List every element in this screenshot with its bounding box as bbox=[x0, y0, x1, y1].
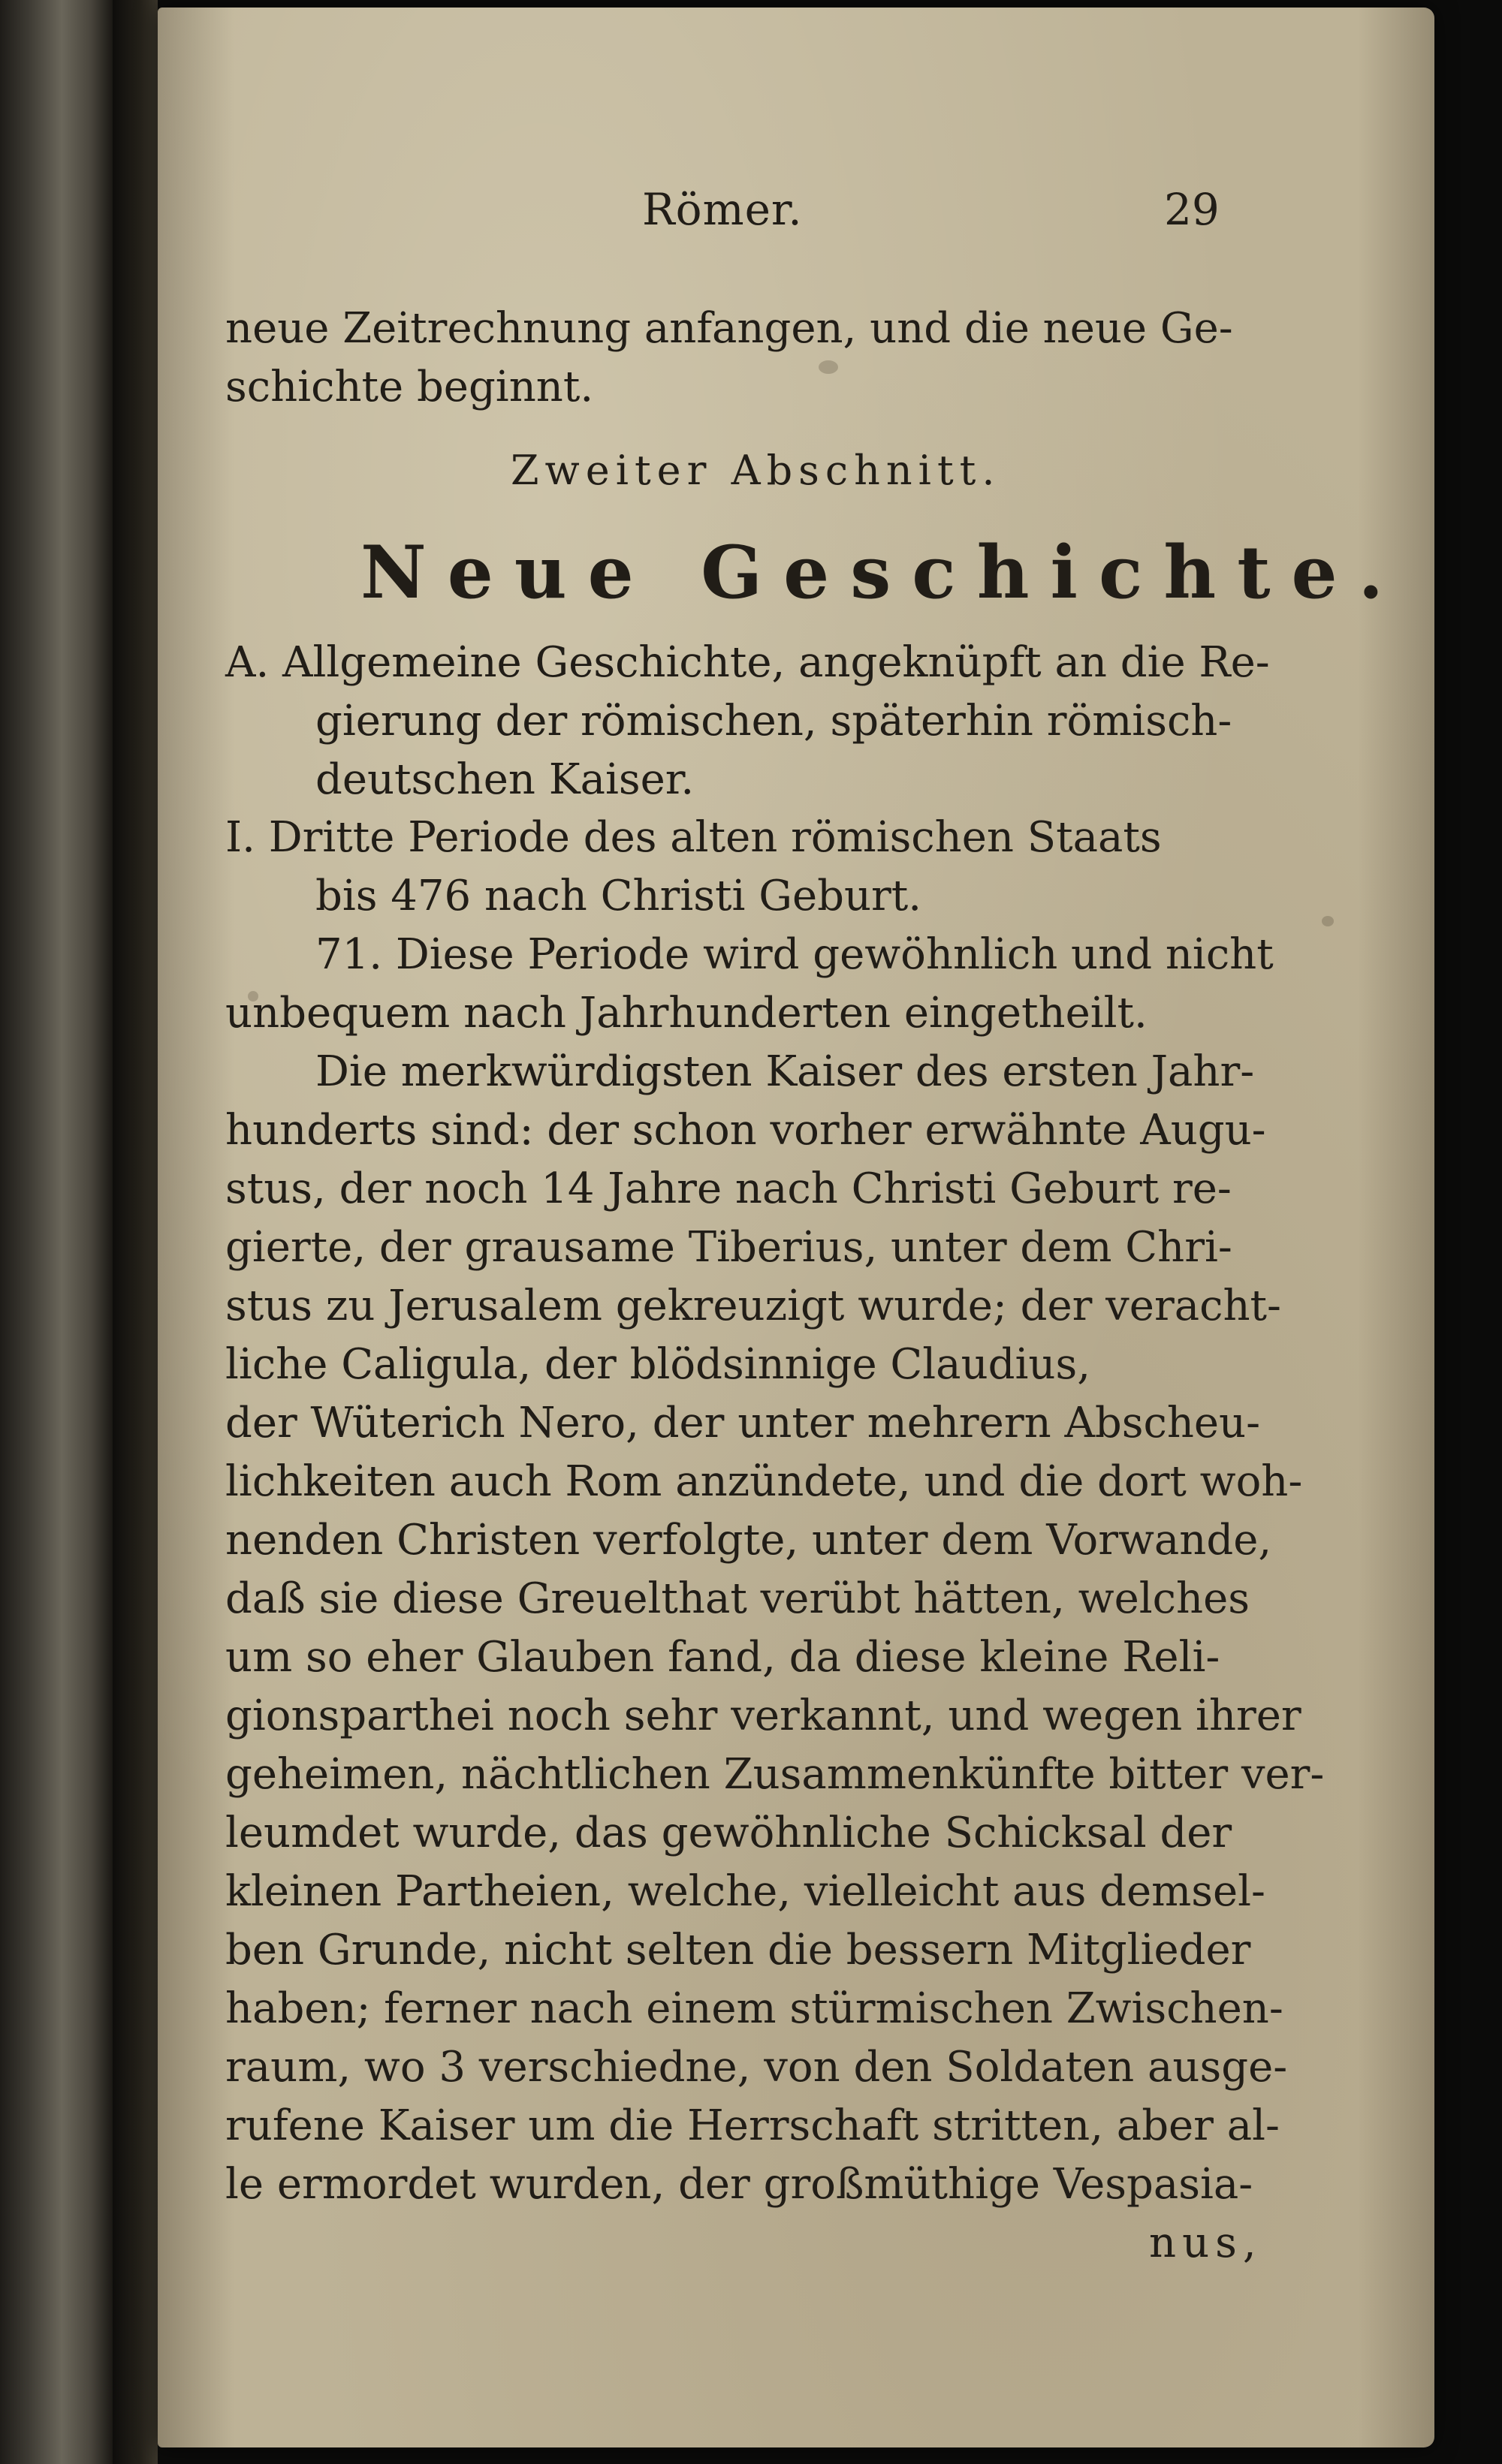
text-line: haben; ferner nach einem stürmischen Zwischen- bbox=[225, 1984, 1283, 2033]
text-line: stus zu Jerusalem gekreuzigt wurde; der veracht- bbox=[225, 1282, 1281, 1330]
section-title: Neue Geschichte. bbox=[360, 530, 1405, 615]
text-line: liche Caligula, der blödsinnige Claudius, bbox=[225, 1340, 1090, 1389]
paper-stain bbox=[1322, 916, 1334, 926]
text-line: hunderts sind: der schon vorher erwähnte Augu- bbox=[225, 1106, 1266, 1155]
text-line: raum, wo 3 verschiedne, von den Soldaten ausge- bbox=[225, 2043, 1288, 2092]
text-line: rufene Kaiser um die Herrschaft stritten, aber al- bbox=[225, 2101, 1280, 2150]
text-line: Die merkwürdigsten Kaiser des ersten Jahr- bbox=[315, 1047, 1255, 1096]
catchword: nus, bbox=[1149, 2219, 1262, 2267]
text-line: stus, der noch 14 Jahre nach Christi Geburt re- bbox=[225, 1164, 1232, 1213]
text-line: leumdet wurde, das gewöhnliche Schicksal der bbox=[225, 1809, 1232, 1857]
subsection-heading: bis 476 nach Christi Geburt. bbox=[315, 872, 922, 920]
subsection-heading: deutschen Kaiser. bbox=[315, 755, 695, 804]
text-line: kleinen Partheien, welche, vielleicht aus demsel- bbox=[225, 1867, 1265, 1916]
text-line: le ermordet wurden, der großmüthige Vespasia- bbox=[225, 2160, 1253, 2209]
text-line: gierte, der grausame Tiberius, unter dem Chri- bbox=[225, 1223, 1232, 1272]
text-line: unbequem nach Jahrhunderten eingetheilt. bbox=[225, 989, 1148, 1038]
section-label: Zweiter Abschnitt. bbox=[511, 447, 1001, 494]
paper-stain bbox=[819, 360, 838, 374]
text-line: um so eher Glauben fand, da diese kleine Reli- bbox=[225, 1633, 1220, 1682]
subsection-heading: gierung der römischen, späterhin römisch- bbox=[315, 697, 1232, 746]
page-number: 29 bbox=[1164, 184, 1220, 235]
text-line: schichte beginnt. bbox=[225, 363, 594, 411]
subsection-heading: I. Dritte Periode des alten römischen Staats bbox=[225, 813, 1162, 862]
text-line: nenden Christen verfolgte, unter dem Vorwande, bbox=[225, 1516, 1272, 1565]
adjacent-page-edge bbox=[0, 0, 113, 2464]
text-line: geheimen, nächtlichen Zusammenkünfte bitter ver- bbox=[225, 1750, 1325, 1799]
text-line: ben Grunde, nicht selten die bessern Mitglieder bbox=[225, 1926, 1251, 1975]
subsection-heading: A. Allgemeine Geschichte, angeknüpft an die Re- bbox=[225, 638, 1270, 687]
text-line: gionsparthei noch sehr verkannt, und wegen ihrer bbox=[225, 1691, 1301, 1740]
running-header: Römer. bbox=[642, 184, 803, 235]
text-line: lichkeiten auch Rom anzündete, und die dort woh- bbox=[225, 1457, 1303, 1506]
text-line: daß sie diese Greuelthat verübt hätten, welches bbox=[225, 1574, 1250, 1623]
text-line: der Wüterich Nero, der unter mehrern Abscheu- bbox=[225, 1399, 1261, 1447]
paragraph-lead: 71. Diese Periode wird gewöhnlich und nicht bbox=[315, 930, 1274, 979]
book-page bbox=[158, 8, 1434, 2447]
text-line: neue Zeitrechnung anfangen, und die neue Ge- bbox=[225, 304, 1233, 353]
book-gutter bbox=[113, 0, 158, 2464]
